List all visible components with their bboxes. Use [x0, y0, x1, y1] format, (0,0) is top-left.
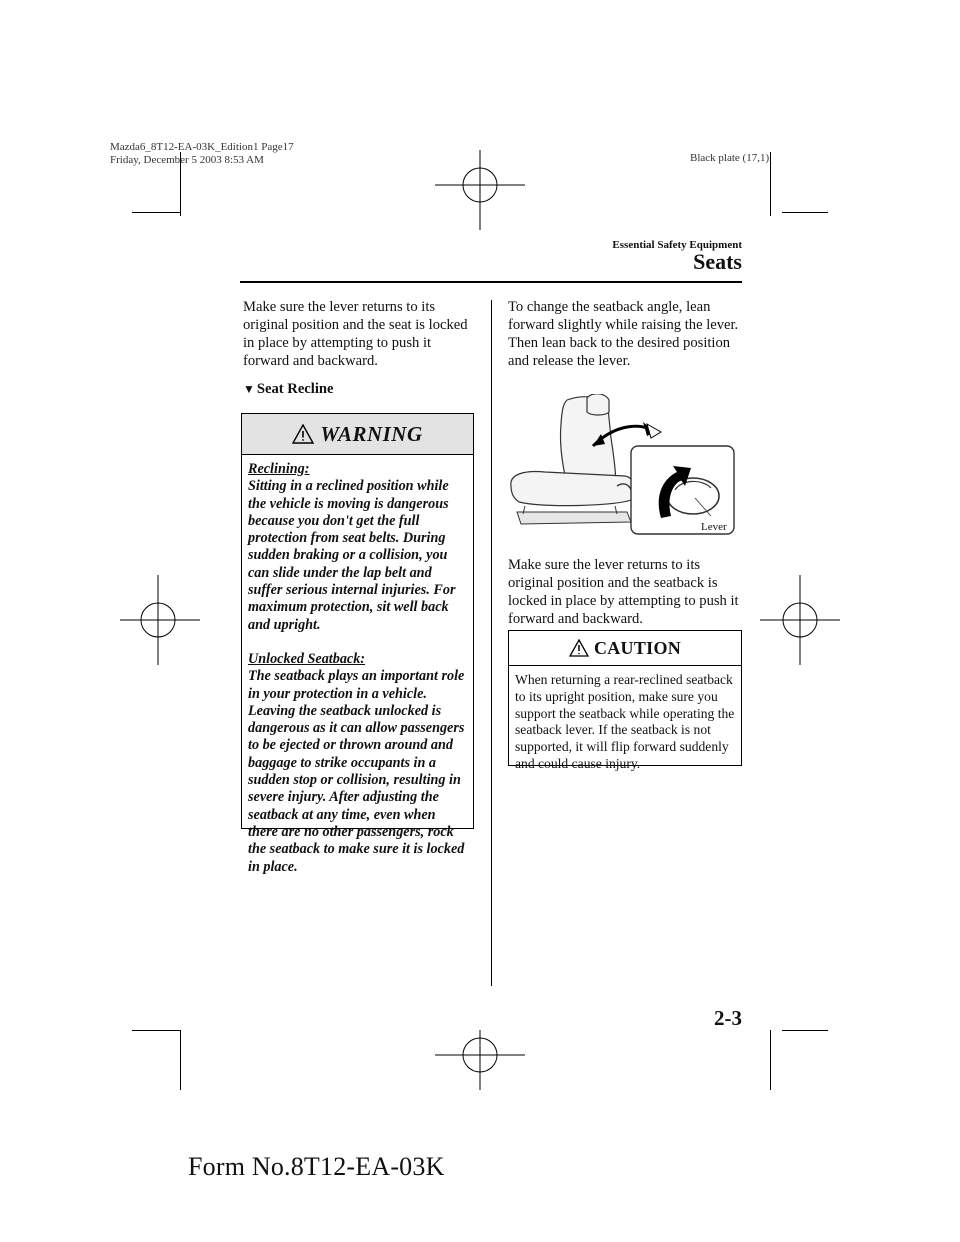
registration-mark-left — [120, 575, 200, 665]
seat-illustration — [505, 394, 740, 536]
crop-mark — [132, 1030, 180, 1031]
warning-triangle-icon — [292, 424, 314, 444]
page-number: 2-3 — [714, 1006, 742, 1030]
subheading-seat-recline — [243, 381, 334, 398]
form-number: Form No.8T12-EA-03K — [188, 1152, 445, 1181]
figure-label-lever: Lever — [701, 521, 727, 533]
warning-item — [248, 651, 467, 876]
section-title: Seats — [693, 249, 742, 274]
warning-item-heading: Unlocked Seatback: — [248, 650, 366, 667]
seat-recline-figure — [505, 394, 740, 536]
crop-mark — [782, 1030, 828, 1031]
warning-box — [241, 413, 474, 875]
warning-header — [242, 414, 473, 455]
warning-body — [242, 455, 473, 876]
caution-box — [508, 630, 742, 771]
crop-mark — [180, 1030, 181, 1090]
registration-mark-bottom — [435, 1030, 525, 1090]
print-meta-line2: Friday, December 5 2003 8:53 AM — [110, 154, 264, 166]
subheading-marker-icon: ▼ — [243, 382, 255, 396]
intro-paragraph: Make sure the lever returns to its original position and the seat is locked in place by attempting to push it forward and backward. — [243, 299, 468, 369]
recline-instruction: To change the seatback angle, lean forward slightly while raising the lever. Then lean back to the desired position and release the lever. — [508, 299, 739, 369]
header-rule — [240, 281, 742, 283]
warning-item-text: The seatback plays an important role in your protection in a vehicle. Leaving the seatback unlocked is dangerous as it can allow passengers to be ejected or thrown around and baggage to strike occupants in a sudden stop or collision, resulting in severe injury. After adjusting the seatback at any time, even when there are no other passengers, rock the seatback to make sure it is locked in place. — [248, 668, 465, 875]
plate-label: Black plate (17,1) — [690, 152, 770, 164]
subheading-text: Seat Recline — [256, 381, 334, 397]
print-metadata — [110, 141, 294, 167]
column-divider — [491, 300, 492, 986]
warning-item-text: Sitting in a reclined position while the vehicle is moving is dangerous because you don't get the full protection from seat belts. During sudden braking or a collision, you can slide under the lap belt and suffer serious internal injuries. For maximum protection, sit well back and upright. — [248, 478, 456, 633]
section-label: Essential Safety Equipment — [612, 239, 742, 251]
warning-item — [248, 461, 467, 634]
print-meta-line1: Mazda6_8T12-EA-03K_Edition1 Page17 — [110, 141, 294, 153]
registration-mark-right — [760, 575, 840, 665]
warning-item-heading: Reclining: — [248, 461, 310, 477]
caution-title: CAUTION — [593, 637, 682, 658]
registration-mark-top — [435, 150, 525, 230]
lock-confirmation: Make sure the lever returns to its original position and the seatback is locked in place by attempting to push it forward and backward. — [508, 557, 739, 627]
warning-title: WARNING — [320, 421, 423, 446]
crop-mark — [770, 152, 771, 216]
caution-text: When returning a rear-reclined seatback to its upright position, make sure you support the seatback while operating the seatback lever. If the seatback is not supported, it will flip forward suddenly and could cause injury. — [515, 672, 735, 771]
caution-header — [509, 631, 741, 666]
crop-mark — [782, 212, 828, 213]
crop-mark — [132, 212, 180, 213]
crop-mark — [770, 1030, 771, 1090]
caution-triangle-icon — [569, 639, 589, 657]
